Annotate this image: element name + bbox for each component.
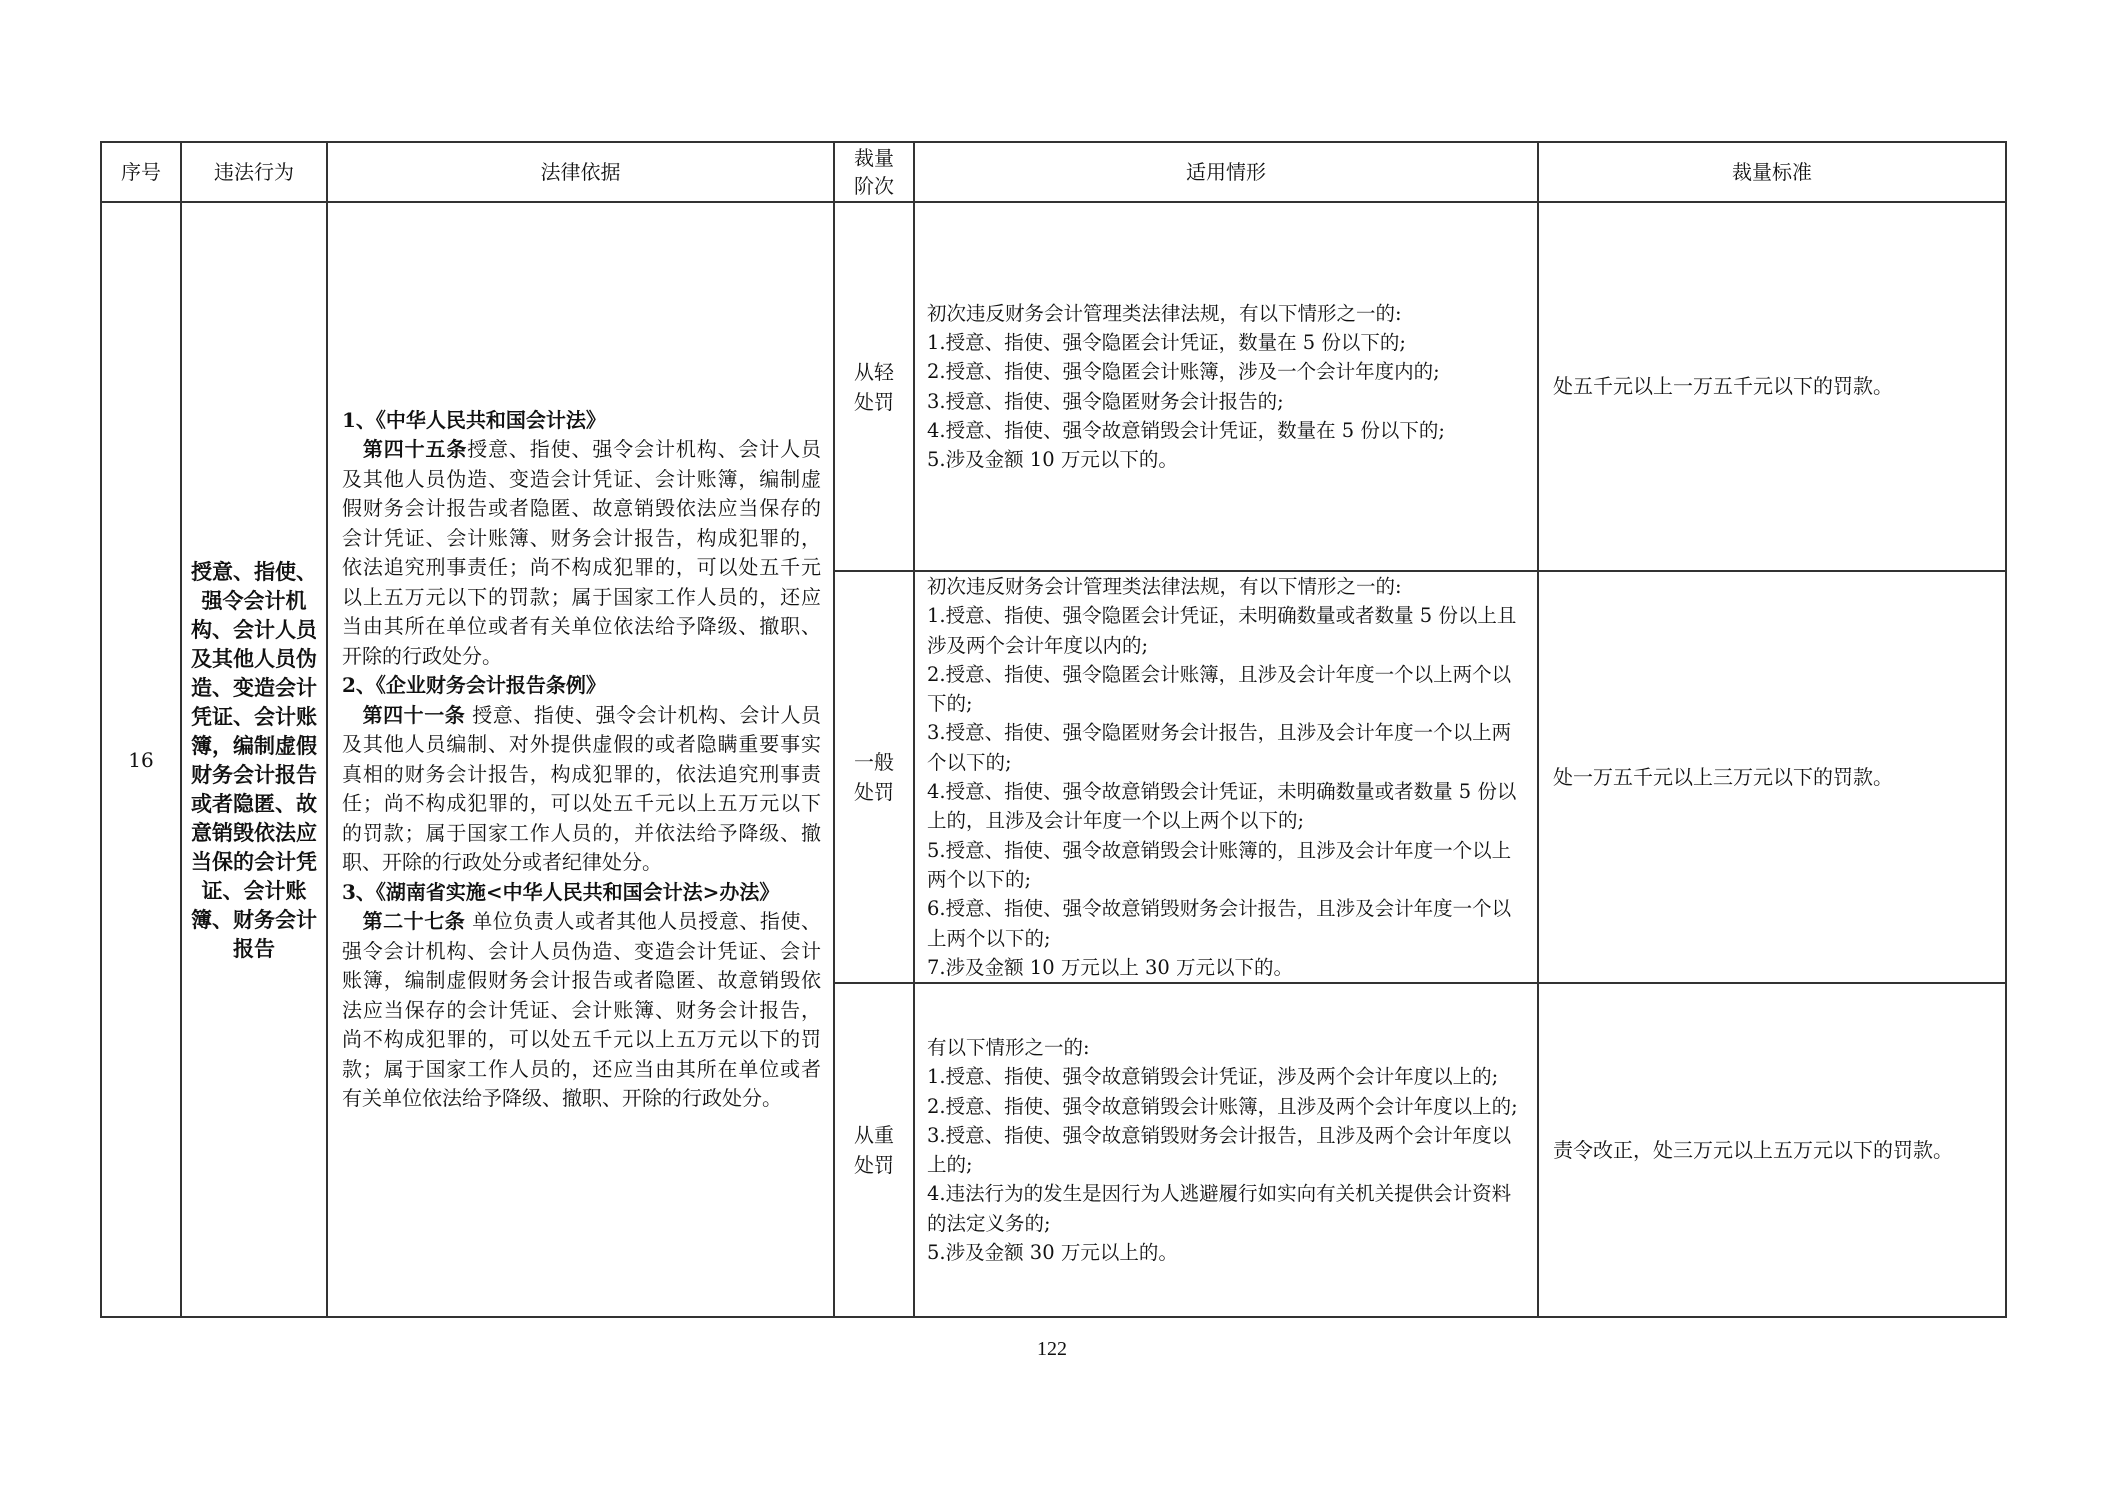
tier-level-heavy	[834, 983, 914, 1317]
page-number: 122	[1037, 1338, 1067, 1360]
law-article-text: 授意、指使、强令会计机构、会计人员及其他人员伪造、变造会计凭证、会计账簿，编制虚假财务会计报告或者隐匿、故意销毁依法应当保存的会计凭证、会计账簿、财务会计报告，构成犯罪的，依法追究刑事责任；尚不构成犯罪的，可以处五千元以上五万元以下的罚款；属于国家工作人员的，还应当由其所在单位或者有关单位依法给予降级、撤职、开除的行政处分。	[342, 437, 822, 668]
violation-act	[181, 202, 327, 1317]
header-law: 法律依据	[327, 142, 834, 202]
header-case: 适用情形	[914, 142, 1538, 202]
case-line: 3.授意、指使、强令故意销毁财务会计报告，且涉及两个会计年度以上的;	[927, 1123, 1512, 1177]
case-line: 初次违反财务会计管理类法律法规，有以下情形之一的:	[927, 575, 1402, 598]
case-line: 1.授意、指使、强令故意销毁会计凭证，涉及两个会计年度以上的;	[927, 1065, 1499, 1089]
tier-level-light	[834, 202, 914, 571]
tier-level-text: 从重处罚	[854, 1123, 894, 1178]
case-line: 2.授意、指使、强令隐匿会计账簿，涉及一个会计年度内的;	[927, 360, 1440, 384]
case-line: 5.涉及金额 30 万元以上的。	[927, 1241, 1178, 1265]
violation-act-text: 授意、指使、强令会计机构、会计人员及其他人员伪造、变造会计凭证、会计账簿，编制虚假财务会计报告或者隐匿、故意销毁依法应当保的会计凭证、会计账簿、财务会计报告	[191, 558, 317, 961]
table-header-row	[101, 142, 2006, 202]
legal-basis	[327, 202, 834, 1317]
law-article-number: 第二十七条	[362, 909, 466, 934]
header-level	[834, 142, 914, 202]
tier-cases-light	[914, 202, 1538, 571]
law-title: 1、《中华人民共和国会计法》	[342, 407, 606, 432]
tier-standard-heavy: 责令改正，处三万元以上五万元以下的罚款。	[1538, 983, 2006, 1317]
case-line: 4.授意、指使、强令故意销毁会计凭证，未明确数量或者数量 5 份以上的，且涉及会计年度一个以上两个以下的;	[927, 780, 1517, 833]
case-line: 7.涉及金额 10 万元以上 30 万元以下的。	[927, 955, 1294, 979]
case-line: 1.授意、指使、强令隐匿会计凭证，未明确数量或者数量 5 份以上且涉及两个会计年度以内的;	[927, 604, 1517, 657]
case-line: 有以下情形之一的:	[927, 1035, 1090, 1059]
law-title: 3、《湖南省实施<中华人民共和国会计法>办法》	[342, 879, 780, 904]
tier-level-text: 从轻处罚	[854, 359, 894, 414]
law-title: 2、《企业财务会计报告条例》	[342, 673, 606, 698]
tier-standard-general: 处一万五千元以上三万元以下的罚款。	[1538, 571, 2006, 983]
case-line: 1.授意、指使、强令隐匿会计凭证，数量在 5 份以下的;	[927, 330, 1406, 354]
law-block-1	[342, 406, 821, 672]
case-line: 初次违反财务会计管理类法律法规，有以下情形之一的:	[927, 301, 1402, 325]
law-block-3	[342, 878, 821, 1114]
header-standard: 裁量标准	[1538, 142, 2006, 202]
header-act: 违法行为	[181, 142, 327, 202]
header-level-text: 裁量阶次	[854, 146, 894, 198]
case-line: 2.授意、指使、强令故意销毁会计账簿，且涉及两个会计年度以上的;	[927, 1094, 1518, 1118]
tier-level-text: 一般处罚	[854, 750, 894, 805]
tier-level-general	[834, 571, 914, 983]
case-line: 2.授意、指使、强令隐匿会计账簿，且涉及会计年度一个以上两个以下的;	[927, 662, 1512, 716]
table-row-light	[101, 202, 2006, 571]
case-line: 6.授意、指使、强令故意销毁财务会计报告，且涉及会计年度一个以上两个以下的;	[927, 897, 1512, 950]
law-article	[342, 907, 821, 1114]
discretion-table	[100, 141, 2007, 1318]
law-block-2	[342, 671, 821, 878]
header-no: 序号	[101, 142, 181, 202]
tier-cases-heavy	[914, 983, 1538, 1317]
law-article	[342, 435, 821, 671]
row-number: 16	[101, 202, 181, 1317]
law-article-number: 第四十五条	[362, 437, 468, 462]
case-line: 3.授意、指使、强令隐匿财务会计报告的;	[927, 389, 1284, 413]
law-article-text: 授意、指使、强令会计机构、会计人员及其他人员编制、对外提供虚假的或者隐瞒重要事实真相的财务会计报告，构成犯罪的，依法追究刑事责任；尚不构成犯罪的，可以处五千元以上五万元以下的罚款；属于国家工作人员的，并依法给予降级、撤职、开除的行政处分或者纪律处分。	[342, 702, 822, 875]
tier-standard-light: 处五千元以上一万五千元以下的罚款。	[1538, 202, 2006, 571]
law-article-text: 单位负责人或者其他人员授意、指使、强令会计机构、会计人员伪造、变造会计凭证、会计账簿，编制虚假财务会计报告或者隐匿、故意销毁依法应当保存的会计凭证、会计账簿、财务会计报告，尚不构成犯罪的，可以处五千元以上五万元以下的罚款；属于国家工作人员的，还应当由其所在单位或者有关单位依法给予降级、撤职、开除的行政处分。	[342, 909, 822, 1111]
case-line: 3.授意、指使、强令隐匿财务会计报告，且涉及会计年度一个以上两个以下的;	[927, 721, 1512, 774]
law-article	[342, 701, 821, 878]
law-article-number: 第四十一条	[362, 702, 466, 727]
case-line: 5.涉及金额 10 万元以下的。	[927, 448, 1178, 472]
case-line: 5.授意、指使、强令故意销毁会计账簿的，且涉及会计年度一个以上两个以下的;	[927, 838, 1512, 891]
tier-cases-general	[914, 571, 1538, 983]
case-line: 4.违法行为的发生是因行为人逃避履行如实向有关机关提供会计资料的法定义务的;	[927, 1182, 1512, 1235]
case-line: 4.授意、指使、强令故意销毁会计凭证，数量在 5 份以下的;	[927, 418, 1445, 442]
